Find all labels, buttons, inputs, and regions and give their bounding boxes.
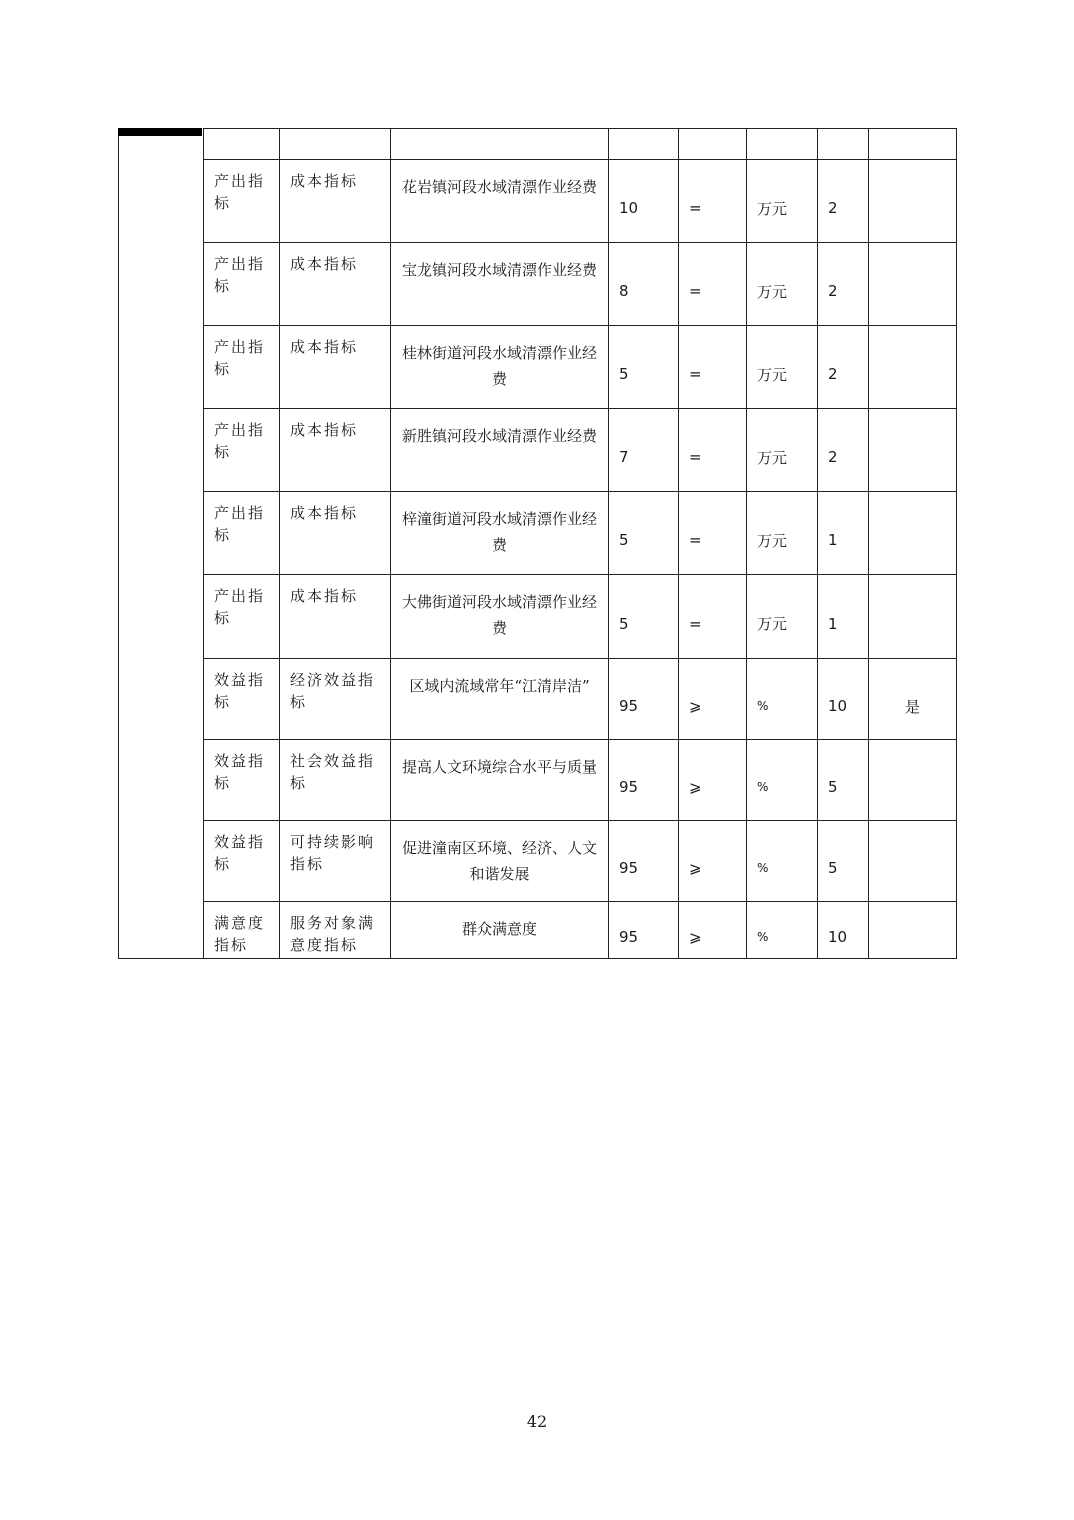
indicator-name-cell: 梓潼街道河段水域清漂作业经费: [391, 492, 609, 575]
blank-cell: [869, 129, 957, 160]
target-value-cell: 95: [609, 902, 679, 959]
note-cell: [869, 902, 957, 959]
indicator-type-cell: 效益指标: [204, 821, 280, 902]
indicator-name-cell: 提高人文环境综合水平与质量: [391, 740, 609, 821]
indicator-name-cell: 促进潼南区环境、经济、人文和谐发展: [391, 821, 609, 902]
unit-cell: 万元: [747, 326, 818, 409]
table-row: [119, 326, 957, 409]
note-cell: [869, 409, 957, 492]
note-cell: [869, 492, 957, 575]
unit-cell: 万元: [747, 243, 818, 326]
weight-cell: 5: [818, 821, 869, 902]
blank-cell: [818, 129, 869, 160]
indicator-subtype-cell: 成本指标: [280, 326, 391, 409]
black-bar: [118, 128, 202, 136]
operator-cell: =: [679, 326, 747, 409]
operator-cell: ⩾: [679, 821, 747, 902]
operator-cell: ⩾: [679, 659, 747, 740]
weight-cell: 10: [818, 659, 869, 740]
operator-cell: =: [679, 243, 747, 326]
target-value-cell: 5: [609, 326, 679, 409]
note-cell: [869, 326, 957, 409]
indicator-subtype-cell: 经济效益指标: [280, 659, 391, 740]
weight-cell: 2: [818, 326, 869, 409]
merged-first-column: [119, 129, 204, 959]
performance-indicator-table: [118, 128, 957, 959]
weight-cell: 5: [818, 740, 869, 821]
note-cell: [869, 740, 957, 821]
indicator-type-cell: 产出指标: [204, 243, 280, 326]
indicator-type-cell: 产出指标: [204, 575, 280, 659]
table-header-blank-row: [119, 129, 957, 160]
operator-cell: =: [679, 575, 747, 659]
indicator-subtype-cell: 成本指标: [280, 160, 391, 243]
target-value-cell: 95: [609, 821, 679, 902]
indicator-name-cell: 新胜镇河段水域清漂作业经费: [391, 409, 609, 492]
unit-cell: 万元: [747, 575, 818, 659]
table-row: [119, 902, 957, 959]
indicator-type-cell: 产出指标: [204, 492, 280, 575]
unit-cell: 万元: [747, 160, 818, 243]
indicator-subtype-cell: 社会效益指标: [280, 740, 391, 821]
table-row: [119, 740, 957, 821]
weight-cell: 2: [818, 160, 869, 243]
indicator-subtype-cell: 成本指标: [280, 575, 391, 659]
indicator-name-cell: 区域内流域常年“江清岸洁”: [391, 659, 609, 740]
indicator-name-cell: 宝龙镇河段水域清漂作业经费: [391, 243, 609, 326]
indicator-name-cell: 大佛街道河段水域清漂作业经费: [391, 575, 609, 659]
target-value-cell: 8: [609, 243, 679, 326]
weight-cell: 1: [818, 575, 869, 659]
unit-cell: 万元: [747, 492, 818, 575]
unit-cell: 万元: [747, 409, 818, 492]
table-row: [119, 160, 957, 243]
indicator-subtype-cell: 可持续影响指标: [280, 821, 391, 902]
indicator-name-cell: 花岩镇河段水域清漂作业经费: [391, 160, 609, 243]
page-number: 42: [526, 1412, 548, 1431]
indicator-type-cell: 效益指标: [204, 740, 280, 821]
unit-cell: %: [747, 902, 818, 959]
operator-cell: =: [679, 492, 747, 575]
note-cell: [869, 575, 957, 659]
blank-cell: [747, 129, 818, 160]
note-cell: [869, 243, 957, 326]
target-value-cell: 5: [609, 575, 679, 659]
operator-cell: =: [679, 160, 747, 243]
indicator-type-cell: 产出指标: [204, 326, 280, 409]
weight-cell: 10: [818, 902, 869, 959]
indicator-subtype-cell: 成本指标: [280, 243, 391, 326]
blank-cell: [609, 129, 679, 160]
table-row: [119, 492, 957, 575]
table-row: [119, 575, 957, 659]
note-cell: [869, 160, 957, 243]
target-value-cell: 10: [609, 160, 679, 243]
unit-cell: %: [747, 821, 818, 902]
target-value-cell: 95: [609, 740, 679, 821]
weight-cell: 1: [818, 492, 869, 575]
table-row: [119, 243, 957, 326]
weight-cell: 2: [818, 243, 869, 326]
indicator-type-cell: 产出指标: [204, 160, 280, 243]
operator-cell: =: [679, 409, 747, 492]
target-value-cell: 95: [609, 659, 679, 740]
target-value-cell: 7: [609, 409, 679, 492]
operator-cell: ⩾: [679, 740, 747, 821]
unit-cell: %: [747, 659, 818, 740]
weight-cell: 2: [818, 409, 869, 492]
indicator-subtype-cell: 成本指标: [280, 492, 391, 575]
blank-cell: [679, 129, 747, 160]
blank-cell: [204, 129, 280, 160]
indicator-type-cell: 产出指标: [204, 409, 280, 492]
table-row: [119, 659, 957, 740]
indicator-name-cell: 桂林街道河段水域清漂作业经费: [391, 326, 609, 409]
note-cell: 是: [869, 659, 957, 740]
indicator-type-cell: 满意度指标: [204, 902, 280, 959]
indicator-subtype-cell: 成本指标: [280, 409, 391, 492]
target-value-cell: 5: [609, 492, 679, 575]
operator-cell: ⩾: [679, 902, 747, 959]
unit-cell: %: [747, 740, 818, 821]
note-cell: [869, 821, 957, 902]
indicator-type-cell: 效益指标: [204, 659, 280, 740]
table-row: [119, 409, 957, 492]
indicator-subtype-cell: 服务对象满意度指标: [280, 902, 391, 959]
indicator-name-cell: 群众满意度: [391, 902, 609, 959]
blank-cell: [391, 129, 609, 160]
blank-cell: [280, 129, 391, 160]
table-row: [119, 821, 957, 902]
